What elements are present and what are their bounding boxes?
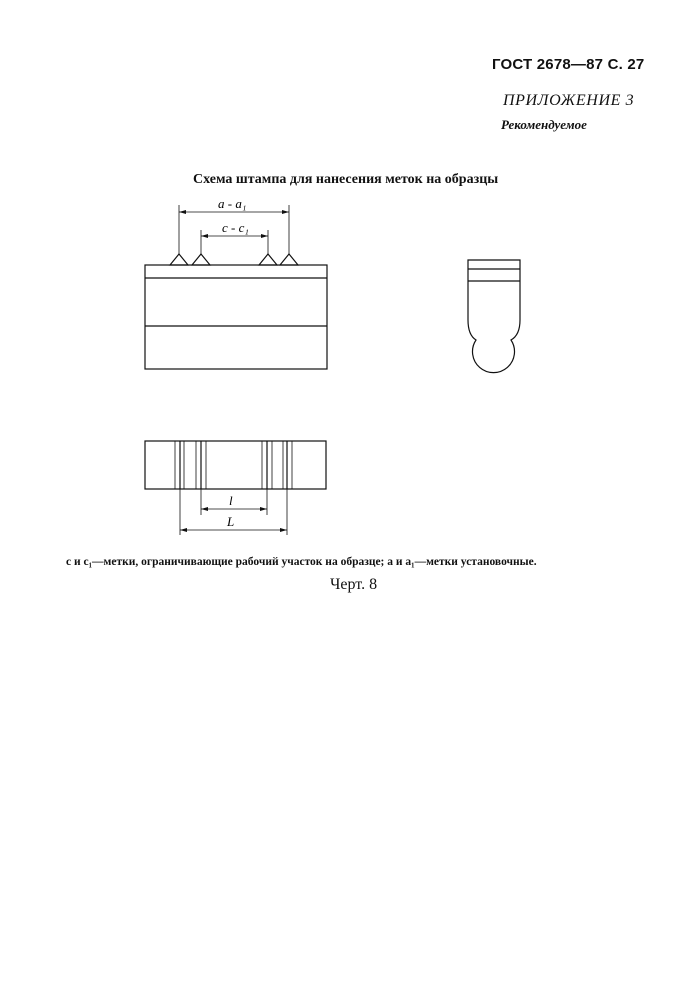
arrowhead [282, 210, 289, 214]
figure-number: Черт. 8 [330, 576, 378, 593]
mark-tooth-a1 [280, 254, 298, 265]
arrowhead [261, 234, 268, 238]
dimension-label-L: L [227, 514, 235, 529]
mark-tooth-c1 [259, 254, 277, 265]
dimension-label-a-a1: a - a₁ [218, 196, 247, 211]
figure-title: Схема штампа для нанесения меток на образцы [193, 172, 499, 187]
arrowhead [260, 507, 267, 511]
stamp-top-view [145, 265, 327, 369]
arrowhead [179, 210, 186, 214]
appendix-title: ПРИЛОЖЕНИЕ 3 [503, 92, 635, 109]
arrowhead [201, 234, 208, 238]
dimension-label-l: l [229, 493, 233, 508]
dimension-label-c-c1: c - c₁ [222, 220, 249, 235]
mark-tooth-a [170, 254, 188, 265]
stamp-side-view [468, 260, 520, 373]
arrowhead [180, 528, 187, 532]
document-header: ГОСТ 2678—87 С. 27 [492, 56, 645, 73]
stamp-bottom-view [145, 441, 326, 535]
appendix-status: Рекомендуемое [501, 117, 587, 132]
caption-part-1: c и c₁—метки, ограничивающие рабочий участок на образце; [66, 556, 388, 568]
mark-tooth-c [192, 254, 210, 265]
arrowhead [280, 528, 287, 532]
arrowhead [201, 507, 208, 511]
figure-caption [66, 556, 537, 568]
caption-part-2: a и a₁—метки установочные. [387, 556, 537, 568]
